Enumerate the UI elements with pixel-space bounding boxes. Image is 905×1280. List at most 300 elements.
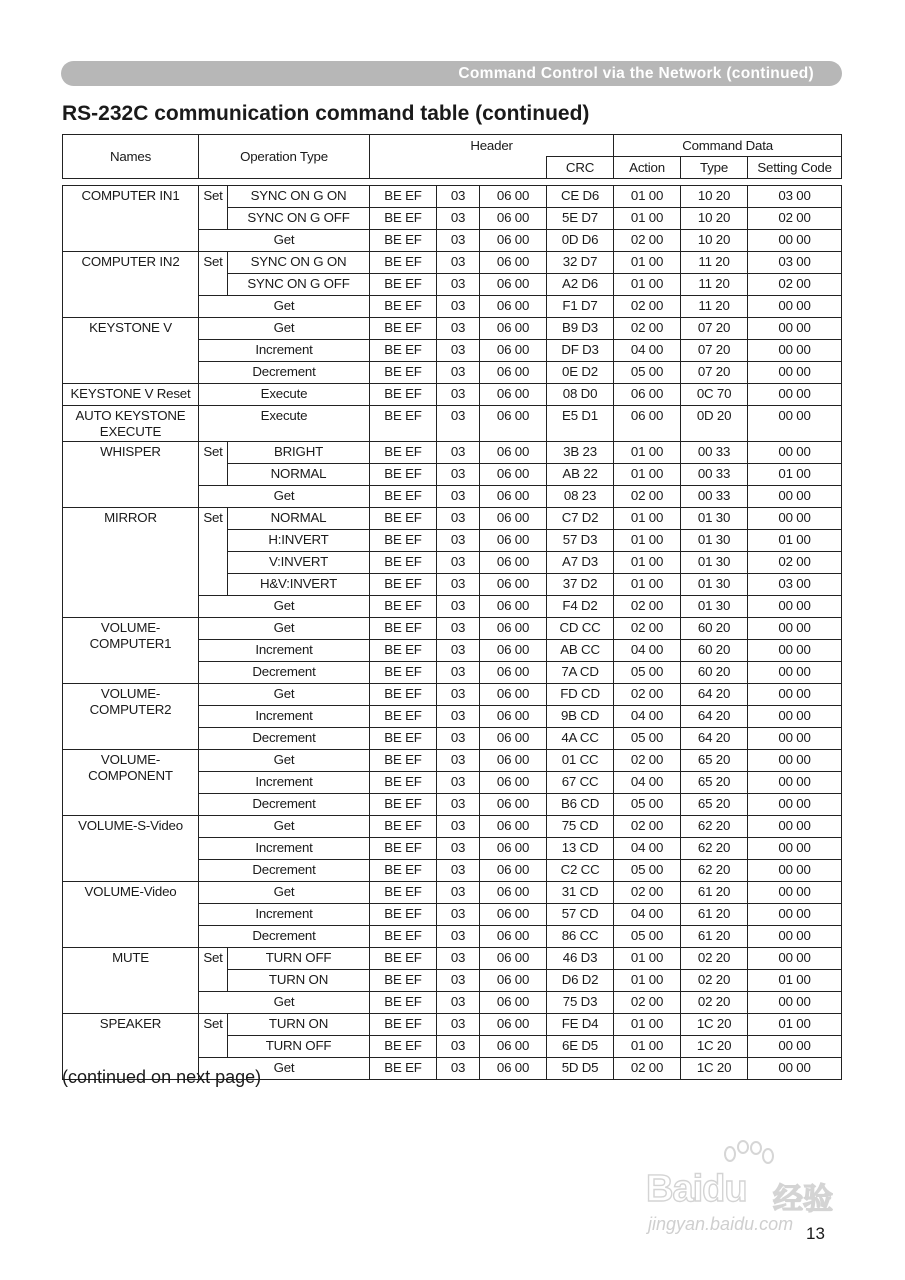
table-row xyxy=(63,252,842,274)
header-byte-cell: 06 00 xyxy=(480,1036,547,1058)
command-name-cell: VOLUME-Video xyxy=(63,882,199,948)
action-cell: 01 00 xyxy=(614,208,681,230)
action-cell: 05 00 xyxy=(614,926,681,948)
header-byte-cell: 03 xyxy=(437,464,480,486)
setting-code-cell: 03 00 xyxy=(748,574,842,596)
action-cell: 02 00 xyxy=(614,230,681,252)
action-cell: 04 00 xyxy=(614,838,681,860)
header-byte-cell: 03 xyxy=(437,838,480,860)
header-byte-cell: BE EF xyxy=(370,530,437,552)
header-byte-cell: 03 xyxy=(437,1036,480,1058)
header-byte-cell: 03 xyxy=(437,992,480,1014)
operation-cell: NORMAL xyxy=(228,464,370,486)
setting-code-cell: 00 00 xyxy=(748,340,842,362)
type-cell: 02 20 xyxy=(681,970,748,992)
header-byte-cell: 06 00 xyxy=(480,772,547,794)
action-cell: 02 00 xyxy=(614,992,681,1014)
table-row xyxy=(63,384,842,406)
col-header-setting-code: Setting Code xyxy=(748,157,842,179)
header-byte-cell: 03 xyxy=(437,252,480,274)
crc-cell: A2 D6 xyxy=(547,274,614,296)
action-cell: 01 00 xyxy=(614,1036,681,1058)
header-byte-cell: 06 00 xyxy=(480,362,547,384)
header-byte-cell: 06 00 xyxy=(480,640,547,662)
col-header-command-data: Command Data xyxy=(614,135,842,157)
operation-cell: Decrement xyxy=(199,794,370,816)
setting-code-cell: 01 00 xyxy=(748,464,842,486)
header-byte-cell: BE EF xyxy=(370,208,437,230)
type-cell: 00 33 xyxy=(681,486,748,508)
crc-cell: 08 D0 xyxy=(547,384,614,406)
action-cell: 06 00 xyxy=(614,384,681,406)
operation-cell: Get xyxy=(199,1058,370,1080)
action-cell: 04 00 xyxy=(614,640,681,662)
continued-note: (continued on next page) xyxy=(62,1067,262,1087)
table-row xyxy=(63,618,842,640)
action-cell: 01 00 xyxy=(614,552,681,574)
set-label-cell: Set xyxy=(199,186,228,230)
set-label-cell: Set xyxy=(199,252,228,296)
crc-cell: 7A CD xyxy=(547,662,614,684)
setting-code-cell: 00 00 xyxy=(748,750,842,772)
header-byte-cell: 03 xyxy=(437,296,480,318)
setting-code-cell: 00 00 xyxy=(748,640,842,662)
crc-cell: AB 22 xyxy=(547,464,614,486)
section-header-text: Command Control via the Network (continued) xyxy=(458,65,814,82)
action-cell: 01 00 xyxy=(614,464,681,486)
header-byte-cell: BE EF xyxy=(370,406,437,442)
header-byte-cell: 03 xyxy=(437,816,480,838)
command-name-cell: VOLUME-S-Video xyxy=(63,816,199,882)
command-name-cell: COMPUTER IN1 xyxy=(63,186,199,252)
type-cell: 62 20 xyxy=(681,816,748,838)
type-cell: 0C 70 xyxy=(681,384,748,406)
header-byte-cell: 06 00 xyxy=(480,706,547,728)
crc-cell: 13 CD xyxy=(547,838,614,860)
type-cell: 60 20 xyxy=(681,640,748,662)
crc-cell: 57 CD xyxy=(547,904,614,926)
type-cell: 01 30 xyxy=(681,574,748,596)
crc-cell: F4 D2 xyxy=(547,596,614,618)
type-cell: 07 20 xyxy=(681,362,748,384)
command-name-cell: VOLUME- COMPUTER2 xyxy=(63,684,199,750)
type-cell: 02 20 xyxy=(681,948,748,970)
header-byte-cell: 03 xyxy=(437,706,480,728)
type-cell: 61 20 xyxy=(681,882,748,904)
header-byte-cell: 06 00 xyxy=(480,508,547,530)
header-byte-cell: 06 00 xyxy=(480,464,547,486)
crc-cell: C2 CC xyxy=(547,860,614,882)
type-cell: 65 20 xyxy=(681,750,748,772)
type-cell: 07 20 xyxy=(681,318,748,340)
header-byte-cell: 06 00 xyxy=(480,728,547,750)
set-label-cell: Set xyxy=(199,508,228,596)
set-label-cell: Set xyxy=(199,1014,228,1058)
header-byte-cell: BE EF xyxy=(370,706,437,728)
header-byte-cell: BE EF xyxy=(370,464,437,486)
setting-code-cell: 00 00 xyxy=(748,728,842,750)
operation-cell: Get xyxy=(199,816,370,838)
command-name-cell: KEYSTONE V Reset xyxy=(63,384,199,406)
header-byte-cell: 03 xyxy=(437,508,480,530)
header-byte-cell: BE EF xyxy=(370,728,437,750)
action-cell: 01 00 xyxy=(614,186,681,208)
type-cell: 11 20 xyxy=(681,296,748,318)
header-byte-cell: 03 xyxy=(437,530,480,552)
header-byte-cell: 06 00 xyxy=(480,230,547,252)
header-byte-cell: 06 00 xyxy=(480,486,547,508)
header-byte-cell: 06 00 xyxy=(480,574,547,596)
setting-code-cell: 03 00 xyxy=(748,252,842,274)
col-header-action: Action xyxy=(614,157,681,179)
set-label-cell: Set xyxy=(199,948,228,992)
setting-code-cell: 00 00 xyxy=(748,508,842,530)
header-byte-cell: BE EF xyxy=(370,904,437,926)
col-header-type: Type xyxy=(681,157,748,179)
operation-cell: Decrement xyxy=(199,860,370,882)
header-byte-cell: 06 00 xyxy=(480,882,547,904)
action-cell: 02 00 xyxy=(614,684,681,706)
header-byte-cell: BE EF xyxy=(370,640,437,662)
crc-cell: CE D6 xyxy=(547,186,614,208)
crc-cell: 5D D5 xyxy=(547,1058,614,1080)
header-byte-cell: 06 00 xyxy=(480,274,547,296)
crc-cell: D6 D2 xyxy=(547,970,614,992)
type-cell: 1C 20 xyxy=(681,1036,748,1058)
type-cell: 11 20 xyxy=(681,252,748,274)
header-byte-cell: 06 00 xyxy=(480,406,547,442)
header-byte-cell: BE EF xyxy=(370,552,437,574)
header-byte-cell: BE EF xyxy=(370,772,437,794)
operation-cell: TURN OFF xyxy=(228,1036,370,1058)
action-cell: 01 00 xyxy=(614,1014,681,1036)
setting-code-cell: 00 00 xyxy=(748,772,842,794)
header-byte-cell: 03 xyxy=(437,362,480,384)
setting-code-cell: 00 00 xyxy=(748,230,842,252)
crc-cell: 86 CC xyxy=(547,926,614,948)
table-row xyxy=(63,684,842,706)
table-row xyxy=(63,318,842,340)
operation-cell: Decrement xyxy=(199,926,370,948)
section-header-bar xyxy=(61,61,842,86)
watermark-brand-cn: 经验 xyxy=(773,1182,833,1217)
header-byte-cell: BE EF xyxy=(370,574,437,596)
header-byte-cell: 06 00 xyxy=(480,750,547,772)
action-cell: 01 00 xyxy=(614,252,681,274)
type-cell: 02 20 xyxy=(681,992,748,1014)
header-byte-cell: BE EF xyxy=(370,618,437,640)
header-byte-cell: BE EF xyxy=(370,794,437,816)
crc-cell: 4A CC xyxy=(547,728,614,750)
crc-cell: 6E D5 xyxy=(547,1036,614,1058)
header-byte-cell: 06 00 xyxy=(480,618,547,640)
command-name-cell: SPEAKER xyxy=(63,1014,199,1080)
table-row xyxy=(63,948,842,970)
setting-code-cell: 00 00 xyxy=(748,1036,842,1058)
command-name-cell: KEYSTONE V xyxy=(63,318,199,384)
action-cell: 01 00 xyxy=(614,948,681,970)
crc-cell: B9 D3 xyxy=(547,318,614,340)
header-byte-cell: BE EF xyxy=(370,684,437,706)
header-byte-cell: 06 00 xyxy=(480,816,547,838)
action-cell: 01 00 xyxy=(614,274,681,296)
crc-cell: B6 CD xyxy=(547,794,614,816)
setting-code-cell: 00 00 xyxy=(748,296,842,318)
header-byte-cell: 06 00 xyxy=(480,384,547,406)
col-header-crc: CRC xyxy=(547,157,614,179)
operation-cell: Decrement xyxy=(199,362,370,384)
type-cell: 65 20 xyxy=(681,772,748,794)
header-byte-cell: 06 00 xyxy=(480,860,547,882)
header-byte-cell: BE EF xyxy=(370,816,437,838)
operation-cell: Get xyxy=(199,230,370,252)
header-byte-cell: 03 xyxy=(437,318,480,340)
action-cell: 05 00 xyxy=(614,728,681,750)
header-byte-cell: 06 00 xyxy=(480,208,547,230)
table-row xyxy=(63,186,842,208)
crc-cell: FD CD xyxy=(547,684,614,706)
crc-cell: 5E D7 xyxy=(547,208,614,230)
header-byte-cell: 03 xyxy=(437,882,480,904)
operation-cell: SYNC ON G OFF xyxy=(228,208,370,230)
header-byte-cell: 06 00 xyxy=(480,318,547,340)
crc-cell: 37 D2 xyxy=(547,574,614,596)
type-cell: 01 30 xyxy=(681,508,748,530)
table-row xyxy=(63,508,842,530)
header-byte-cell: 06 00 xyxy=(480,662,547,684)
type-cell: 60 20 xyxy=(681,618,748,640)
page-number: 13 xyxy=(806,1224,825,1243)
action-cell: 05 00 xyxy=(614,362,681,384)
setting-code-cell: 00 00 xyxy=(748,948,842,970)
set-label-cell: Set xyxy=(199,442,228,486)
setting-code-cell: 02 00 xyxy=(748,208,842,230)
operation-cell: SYNC ON G ON xyxy=(228,186,370,208)
header-byte-cell: 03 xyxy=(437,186,480,208)
header-byte-cell: BE EF xyxy=(370,274,437,296)
header-byte-cell: 03 xyxy=(437,948,480,970)
header-byte-cell: BE EF xyxy=(370,296,437,318)
table-row xyxy=(63,406,842,442)
type-cell: 10 20 xyxy=(681,230,748,252)
header-byte-cell: 03 xyxy=(437,574,480,596)
action-cell: 02 00 xyxy=(614,750,681,772)
header-byte-cell: 06 00 xyxy=(480,926,547,948)
action-cell: 04 00 xyxy=(614,340,681,362)
crc-cell: 46 D3 xyxy=(547,948,614,970)
table-row xyxy=(63,882,842,904)
header-byte-cell: BE EF xyxy=(370,186,437,208)
operation-cell: Increment xyxy=(199,904,370,926)
setting-code-cell: 00 00 xyxy=(748,860,842,882)
operation-cell: Execute xyxy=(199,406,370,442)
header-byte-cell: BE EF xyxy=(370,1058,437,1080)
header-byte-cell: 03 xyxy=(437,750,480,772)
action-cell: 06 00 xyxy=(614,406,681,442)
header-byte-cell: BE EF xyxy=(370,252,437,274)
header-byte-cell: 06 00 xyxy=(480,904,547,926)
header-byte-cell: BE EF xyxy=(370,838,437,860)
crc-cell: C7 D2 xyxy=(547,508,614,530)
operation-cell: Get xyxy=(199,618,370,640)
crc-cell: 9B CD xyxy=(547,706,614,728)
crc-cell: 3B 23 xyxy=(547,442,614,464)
command-name-cell: MIRROR xyxy=(63,508,199,618)
action-cell: 04 00 xyxy=(614,904,681,926)
crc-cell: 31 CD xyxy=(547,882,614,904)
crc-cell: A7 D3 xyxy=(547,552,614,574)
command-name-cell: MUTE xyxy=(63,948,199,1014)
crc-cell: FE D4 xyxy=(547,1014,614,1036)
header-byte-cell: BE EF xyxy=(370,750,437,772)
header-byte-cell: 06 00 xyxy=(480,442,547,464)
header-byte-cell: 03 xyxy=(437,662,480,684)
type-cell: 0D 20 xyxy=(681,406,748,442)
header-byte-cell: 06 00 xyxy=(480,296,547,318)
header-byte-cell: BE EF xyxy=(370,340,437,362)
operation-cell: Increment xyxy=(199,838,370,860)
command-name-cell: AUTO KEYSTONE EXECUTE xyxy=(63,406,199,442)
header-byte-cell: 03 xyxy=(437,728,480,750)
setting-code-cell: 00 00 xyxy=(748,618,842,640)
action-cell: 02 00 xyxy=(614,486,681,508)
header-byte-cell: BE EF xyxy=(370,384,437,406)
type-cell: 61 20 xyxy=(681,904,748,926)
header-byte-cell: 06 00 xyxy=(480,186,547,208)
crc-cell: E5 D1 xyxy=(547,406,614,442)
setting-code-cell: 00 00 xyxy=(748,992,842,1014)
type-cell: 62 20 xyxy=(681,838,748,860)
header-byte-cell: 03 xyxy=(437,860,480,882)
operation-cell: V:INVERT xyxy=(228,552,370,574)
watermark-brand: Baidu xyxy=(646,1168,747,1210)
action-cell: 04 00 xyxy=(614,772,681,794)
operation-cell: Execute xyxy=(199,384,370,406)
header-byte-cell: 06 00 xyxy=(480,948,547,970)
page-title: RS-232C communication command table (continued) xyxy=(62,102,590,125)
header-byte-cell: 03 xyxy=(437,1058,480,1080)
crc-cell: 01 CC xyxy=(547,750,614,772)
type-cell: 10 20 xyxy=(681,208,748,230)
setting-code-cell: 00 00 xyxy=(748,794,842,816)
operation-cell: Get xyxy=(199,596,370,618)
header-byte-cell: 03 xyxy=(437,230,480,252)
header-byte-cell: BE EF xyxy=(370,486,437,508)
header-byte-cell: 06 00 xyxy=(480,970,547,992)
header-byte-cell: 03 xyxy=(437,640,480,662)
setting-code-cell: 01 00 xyxy=(748,1014,842,1036)
operation-cell: Get xyxy=(199,296,370,318)
action-cell: 05 00 xyxy=(614,794,681,816)
header-byte-cell: BE EF xyxy=(370,362,437,384)
type-cell: 60 20 xyxy=(681,662,748,684)
header-byte-cell: 03 xyxy=(437,772,480,794)
header-byte-cell: 03 xyxy=(437,486,480,508)
action-cell: 02 00 xyxy=(614,882,681,904)
header-byte-cell: BE EF xyxy=(370,442,437,464)
action-cell: 05 00 xyxy=(614,860,681,882)
header-byte-cell: 06 00 xyxy=(480,252,547,274)
operation-cell: Get xyxy=(199,882,370,904)
operation-cell: BRIGHT xyxy=(228,442,370,464)
header-byte-cell: 03 xyxy=(437,904,480,926)
operation-cell: Decrement xyxy=(199,728,370,750)
header-byte-cell: 06 00 xyxy=(480,794,547,816)
table-row xyxy=(63,442,842,464)
setting-code-cell: 01 00 xyxy=(748,530,842,552)
setting-code-cell: 00 00 xyxy=(748,406,842,442)
operation-cell: Decrement xyxy=(199,662,370,684)
operation-cell: Increment xyxy=(199,706,370,728)
header-byte-cell: BE EF xyxy=(370,318,437,340)
header-byte-cell: 03 xyxy=(437,618,480,640)
header-byte-cell: 03 xyxy=(437,274,480,296)
crc-cell: 0E D2 xyxy=(547,362,614,384)
header-byte-cell: BE EF xyxy=(370,662,437,684)
header-byte-cell: 03 xyxy=(437,442,480,464)
table-row xyxy=(63,816,842,838)
header-byte-cell: 06 00 xyxy=(480,992,547,1014)
setting-code-cell: 00 00 xyxy=(748,904,842,926)
type-cell: 11 20 xyxy=(681,274,748,296)
setting-code-cell: 00 00 xyxy=(748,706,842,728)
crc-cell: 32 D7 xyxy=(547,252,614,274)
header-byte-cell: BE EF xyxy=(370,926,437,948)
type-cell: 01 30 xyxy=(681,552,748,574)
crc-cell: 08 23 xyxy=(547,486,614,508)
header-byte-cell: 03 xyxy=(437,384,480,406)
header-byte-cell: 06 00 xyxy=(480,340,547,362)
operation-cell: Increment xyxy=(199,340,370,362)
operation-cell: SYNC ON G OFF xyxy=(228,274,370,296)
header-byte-cell: 03 xyxy=(437,406,480,442)
type-cell: 64 20 xyxy=(681,706,748,728)
type-cell: 1C 20 xyxy=(681,1058,748,1080)
header-byte-cell: BE EF xyxy=(370,230,437,252)
header-byte-cell: 03 xyxy=(437,552,480,574)
setting-code-cell: 00 00 xyxy=(748,662,842,684)
action-cell: 01 00 xyxy=(614,574,681,596)
col-header-header: Header xyxy=(370,135,614,157)
action-cell: 02 00 xyxy=(614,596,681,618)
header-byte-cell: BE EF xyxy=(370,508,437,530)
type-cell: 62 20 xyxy=(681,860,748,882)
setting-code-cell: 00 00 xyxy=(748,362,842,384)
type-cell: 01 30 xyxy=(681,596,748,618)
crc-cell: CD CC xyxy=(547,618,614,640)
action-cell: 05 00 xyxy=(614,662,681,684)
crc-cell: F1 D7 xyxy=(547,296,614,318)
operation-cell: Get xyxy=(199,684,370,706)
header-byte-cell: BE EF xyxy=(370,596,437,618)
action-cell: 04 00 xyxy=(614,706,681,728)
setting-code-cell: 00 00 xyxy=(748,442,842,464)
setting-code-cell: 02 00 xyxy=(748,552,842,574)
operation-cell: Increment xyxy=(199,772,370,794)
operation-cell: H&V:INVERT xyxy=(228,574,370,596)
header-byte-cell: BE EF xyxy=(370,882,437,904)
watermark-url: jingyan.baidu.com xyxy=(648,1214,794,1234)
header-byte-cell: BE EF xyxy=(370,992,437,1014)
action-cell: 02 00 xyxy=(614,318,681,340)
header-byte-cell: 06 00 xyxy=(480,838,547,860)
setting-code-cell: 00 00 xyxy=(748,816,842,838)
type-cell: 00 33 xyxy=(681,464,748,486)
header-byte-cell: 03 xyxy=(437,1014,480,1036)
operation-cell: TURN OFF xyxy=(228,948,370,970)
operation-cell: Get xyxy=(199,318,370,340)
header-byte-cell: BE EF xyxy=(370,1014,437,1036)
